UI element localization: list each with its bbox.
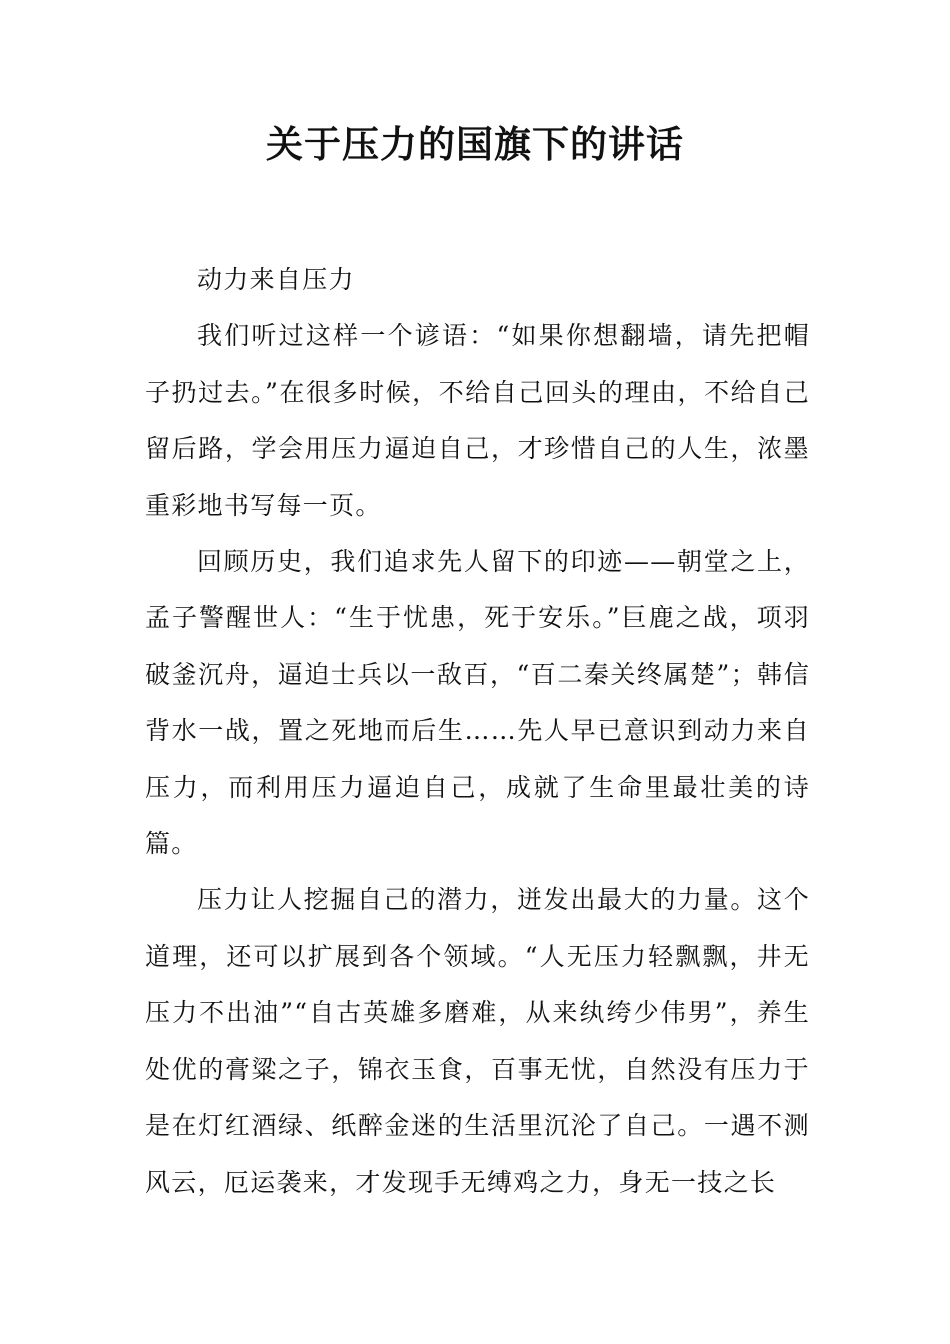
document-body [145,252,810,1211]
paragraph: 我们听过这样一个谚语：“如果你想翻墙，请先把帽子扔过去。”在很多时候，不给自己回头的理由，不给自己留后路，学会用压力逼迫自己，才珍惜自己的人生，浓墨重彩地书写每一页。 [145,321,810,520]
document-title: 关于压力的国旗下的讲话 [266,122,684,166]
paragraph: 压力让人挖掘自己的潜力，迸发出最大的力量。这个道理，还可以扩展到各个领域。“人无压力轻飘飘，井无压力不出油”“自古英雄多磨难，从来纨绔少伟男”，养生处优的膏粱之子，锦衣玉食，百事无忧，自然没有压力于是在灯红酒绿、纸醉金迷的生活里沉沦了自己。一遇不测风云，厄运袭来，才发现手无缚鸡之力，身无一技之长 [145,885,810,1197]
paragraph: 回顾历史，我们追求先人留下的印迹——朝堂之上，孟子警醒世人：“生于忧患，死于安乐。”巨鹿之战，项羽破釜沉舟，逼迫士兵以一敌百，“百二秦关终属楚”；韩信背水一战，置之死地而后生……先人早已意识到动力来自压力，而利用压力逼迫自己，成就了生命里最壮美的诗篇。 [145,547,810,859]
paragraph-subtitle: 动力来自压力 [197,265,355,294]
